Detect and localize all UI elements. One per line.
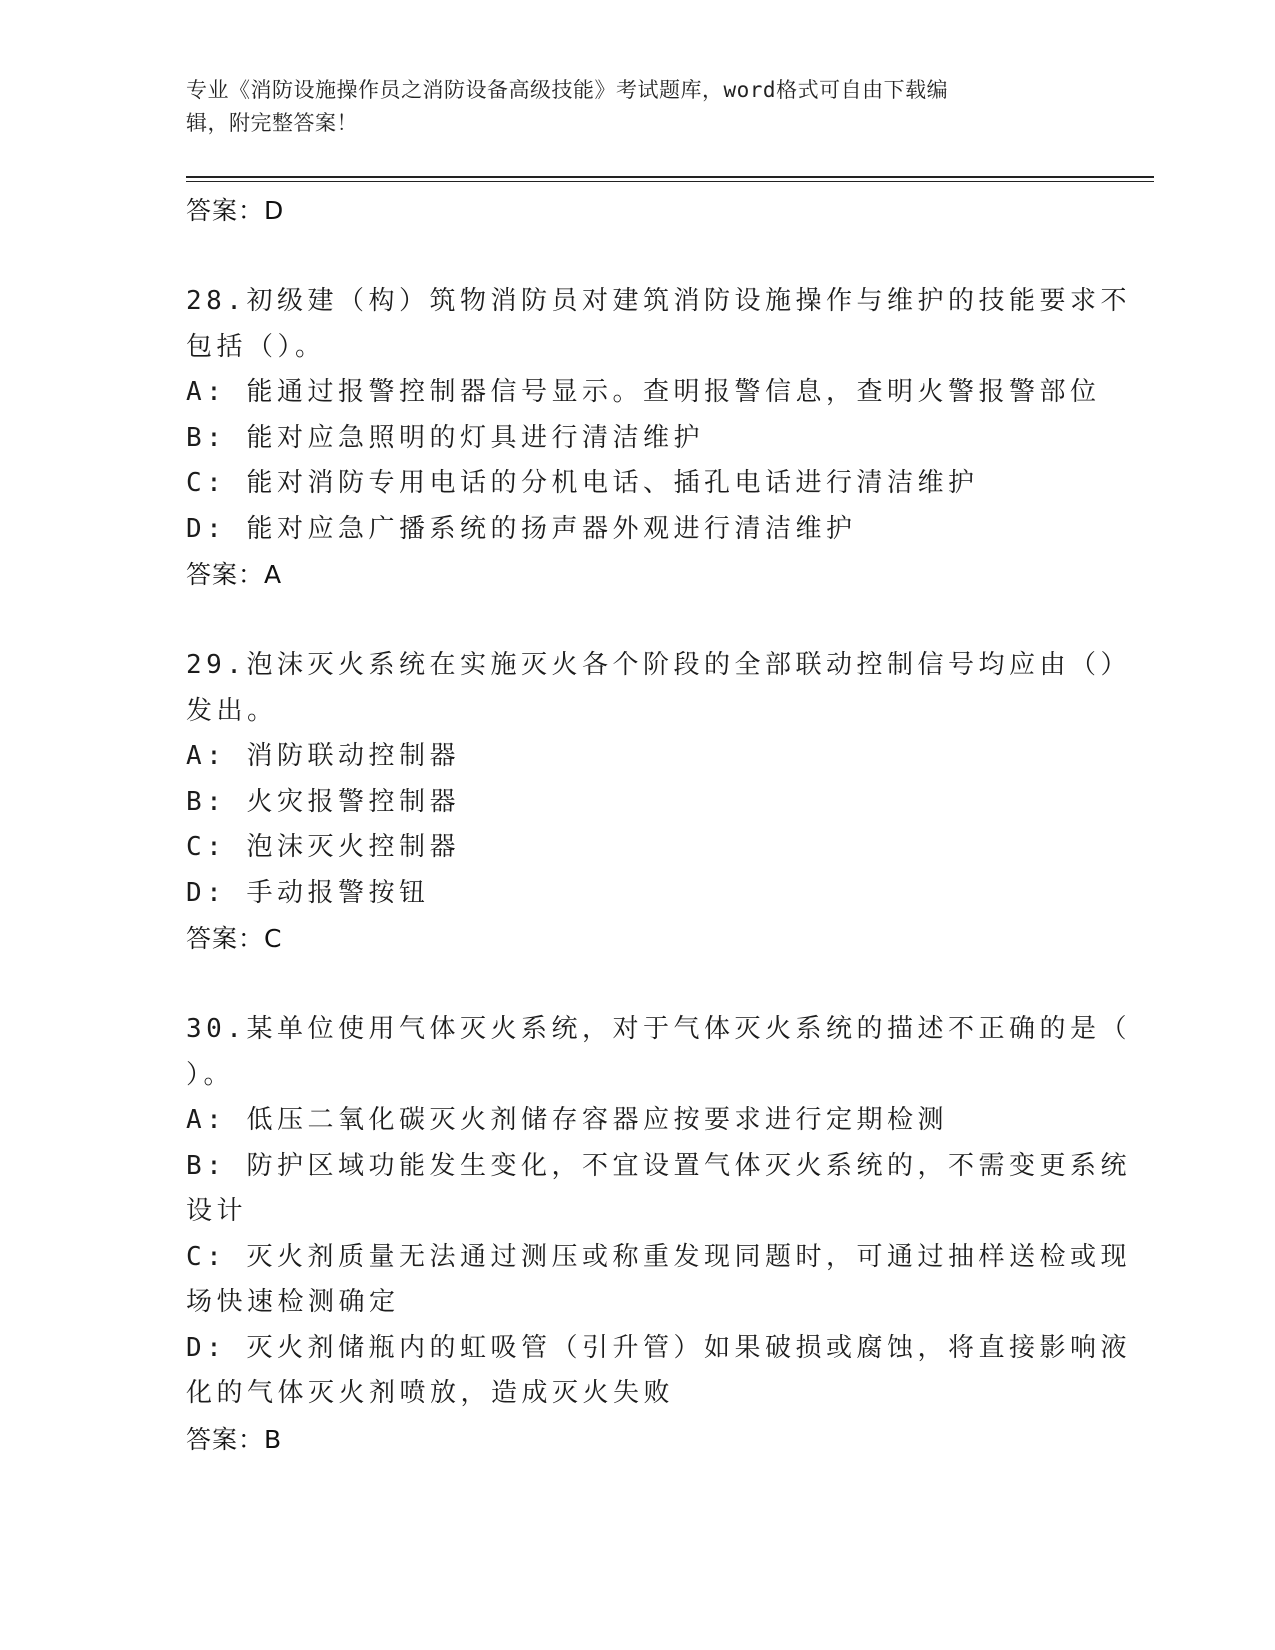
header-divider xyxy=(186,176,1154,178)
option-a: A: 能通过报警控制器信号显示。查明报警信息，查明火警报警部位 xyxy=(186,377,1101,407)
question-29 xyxy=(186,643,1131,962)
answer: 答案：C xyxy=(186,924,283,953)
option-d: D: 灭火剂储瓶内的虹吸管（引升管）如果破损或腐蚀，将直接影响液 xyxy=(186,1332,1131,1363)
option-d-cont: 化的气体灭火剂喷放，造成灭火失败 xyxy=(186,1378,675,1408)
option-c-cont: 场快速检测确定 xyxy=(186,1287,400,1317)
option-b-cont: 设计 xyxy=(186,1196,248,1226)
option-c: C: 灭火剂质量无法通过测压或称重发现同题时，可通过抽样送检或现 xyxy=(186,1241,1131,1272)
question-stem: 29.泡沫灭火系统在实施灭火各个阶段的全部联动控制信号均应由（） xyxy=(186,650,1131,680)
question-stem-cont: 包括（）。 xyxy=(186,331,326,362)
question-stem-cont: 发出。 xyxy=(186,695,278,726)
document-body xyxy=(186,188,1131,1463)
answer-previous: 答案：D xyxy=(186,196,285,225)
question-30 xyxy=(186,1007,1131,1463)
option-a: A: 低压二氧化碳灭火剂储存容器应按要求进行定期检测 xyxy=(186,1105,948,1135)
option-d: D: 手动报警按钮 xyxy=(186,877,430,908)
option-b: B: 火灾报警控制器 xyxy=(186,786,460,817)
question-28 xyxy=(186,279,1131,598)
question-stem: 30.某单位使用气体灭火系统，对于气体灭火系统的描述不正确的是（ xyxy=(186,1014,1131,1044)
header-line-2: 辑，附完整答案！ xyxy=(186,111,358,135)
question-stem: 28.初级建（构）筑物消防员对建筑消防设施操作与维护的技能要求不 xyxy=(186,286,1131,316)
question-stem-cont: ）。 xyxy=(186,1059,235,1090)
option-b: B: 防护区域功能发生变化，不宜设置气体灭火系统的，不需变更系统 xyxy=(186,1150,1131,1181)
option-b: B: 能对应急照明的灯具进行清洁维护 xyxy=(186,422,704,453)
option-c: C: 能对消防专用电话的分机电话、插孔电话进行清洁维护 xyxy=(186,468,979,498)
header-line-1: 专业《消防设施操作员之消防设备高级技能》考试题库，word格式可自由下载编 xyxy=(186,78,949,102)
answer: 答案：B xyxy=(186,1424,283,1454)
option-c: C: 泡沫灭火控制器 xyxy=(186,832,460,862)
option-a: A: 消防联动控制器 xyxy=(186,741,460,771)
option-d: D: 能对应急广播系统的扬声器外观进行清洁维护 xyxy=(186,513,857,544)
header-divider-thin xyxy=(186,181,1154,182)
answer: 答案：A xyxy=(186,560,283,589)
page-header xyxy=(186,74,1066,140)
